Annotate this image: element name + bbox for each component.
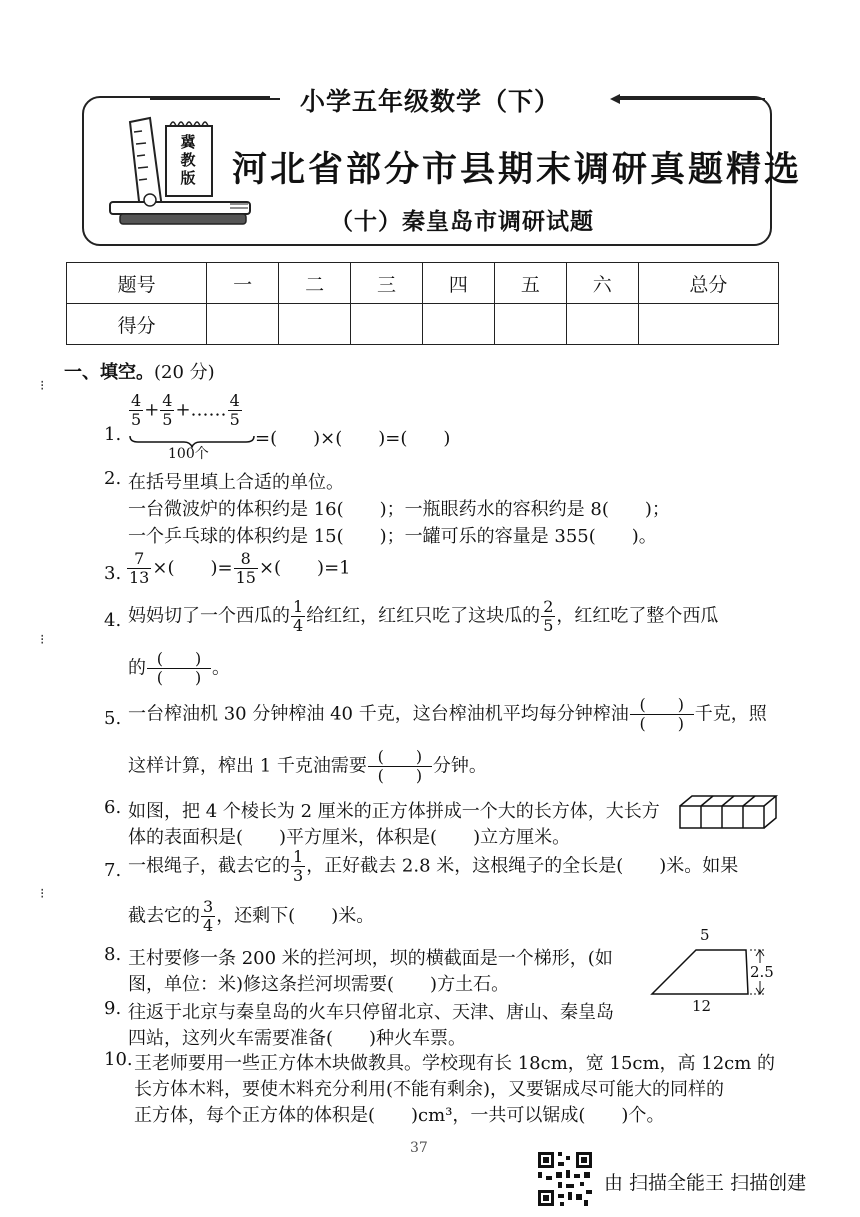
arrow-icon (610, 94, 620, 104)
q4-line2: 的 $\frac{( )}{( )}$ 。 (128, 649, 230, 687)
score-blank[interactable] (279, 304, 351, 345)
q10-number: 10. (104, 1049, 133, 1070)
trapezoid-bottom-label: 12 (692, 997, 712, 1015)
q5-line2: 这样计算，榨出 1 千克油需要 $\frac{( )}{( )}$ 分钟。 (128, 747, 487, 785)
trapezoid-height-label: 2.5 (750, 963, 774, 981)
cuboid-figure (678, 794, 780, 832)
q9-number: 9. (104, 998, 122, 1019)
scanner-credit: 由 扫描全能王 扫描创建 (604, 1172, 807, 1194)
score-blank[interactable] (207, 304, 279, 345)
score-cell: 五 (494, 263, 566, 304)
qr-code-icon[interactable] (536, 1150, 594, 1208)
margin-mark: ⁝ (40, 886, 45, 902)
q9-line1: 往返于北京与秦皇岛的火车只停留北京、天津、唐山、秦皇岛 (128, 1002, 614, 1023)
score-cell: 题号 (67, 263, 207, 304)
score-blank[interactable] (422, 304, 494, 345)
score-blank[interactable] (566, 304, 638, 345)
header-line-right (615, 98, 765, 100)
q6-line1: 如图，把 4 个棱长为 2 厘米的正方体拼成一个大的长方体，大长方 (128, 801, 660, 822)
score-cell: 四 (422, 263, 494, 304)
q7-line1: 一根绳子，截去它的 $\frac{1}{3}$ ，正好截去 2.8 米，这根绳子的全长是( )米。如果 (128, 847, 739, 885)
edition-label: 冀教版 (180, 133, 196, 187)
main-title: 河北省部分市县期末调研真题精选 (232, 149, 803, 190)
q2-line2: 一个乒乓球的体积约是 15( )；一罐可乐的容量是 355( )。 (128, 526, 657, 547)
margin-mark: ⁝ (40, 632, 45, 648)
q10-line3: 正方体，每个正方体的体积是( )cm³，一共可以锯成( )个。 (134, 1105, 665, 1126)
q2-line1: 一台微波炉的体积约是 16( )；一瓶眼药水的容积约是 8( )； (128, 499, 670, 520)
score-label: 得分 (67, 304, 207, 345)
q10-line2: 长方体木料，要使木料充分利用(不能有剩余)，又要锯成尽可能大的同样的 (134, 1079, 725, 1100)
q4-line1: 妈妈切了一个西瓜的 $\frac{1}{4}$ 给红红，红红只吃了这块瓜的 $\frac{2}{5}$ ，红红吃了整个西瓜 (128, 597, 719, 635)
q5-line1: 一台榨油机 30 分钟榨油 40 千克，这台榨油机平均每分钟榨油 $\frac{( )}{( )}$ 千克，照 (128, 695, 767, 733)
score-cell: 二 (279, 263, 351, 304)
sub-title: （十）秦皇岛市调研试题 (330, 209, 594, 235)
score-table (66, 262, 779, 345)
header-line-left (150, 98, 280, 100)
q3-expression: $\frac{7}{13}$ ×( )= $\frac{8}{15}$ ×( )=1 (129, 549, 351, 587)
q1-expression: =( )×( )=( ) (255, 428, 451, 449)
series-title: 小学五年级数学（下） (300, 87, 561, 116)
score-header-row (67, 263, 779, 304)
score-blank[interactable] (638, 304, 778, 345)
q6-number: 6. (104, 797, 122, 818)
q4-number: 4. (104, 610, 122, 631)
q2-number: 2. (104, 468, 122, 489)
q7-number: 7. (104, 860, 122, 881)
trapezoid-top-label: 5 (700, 926, 710, 944)
q8-number: 8. (104, 944, 122, 965)
q7-line2: 截去它的 $\frac{3}{4}$ ，还剩下( )米。 (128, 897, 375, 935)
q8-line1: 王村要修一条 200 米的拦河坝，坝的横截面是一个梯形，(如 (128, 948, 613, 969)
section-title: 一、填空。(20 分) (64, 362, 215, 383)
score-blank[interactable] (494, 304, 566, 345)
q6-line2: 体的表面积是( )平方厘米，体积是( )立方厘米。 (128, 827, 571, 848)
q2-stem: 在括号里填上合适的单位。 (128, 472, 344, 493)
q10-line1: 王老师要用一些正方体木块做教具。学校现有长 18cm，宽 15cm，高 12cm 的 (134, 1053, 776, 1074)
score-row (67, 304, 779, 345)
q9-line2: 四站，这列火车需要准备( )种火车票。 (128, 1028, 467, 1049)
score-cell: 六 (566, 263, 638, 304)
page-number: 37 (410, 1140, 428, 1156)
q1-number: 1. (104, 424, 122, 445)
q1-sum: $\frac{4}{5}$ + $\frac{4}{5}$ +…… $\frac{4}{5}$ (131, 391, 240, 429)
score-blank[interactable] (351, 304, 423, 345)
score-cell: 总分 (638, 263, 778, 304)
brace-label: 100个 (168, 446, 209, 462)
score-cell: 一 (207, 263, 279, 304)
q3-number: 3. (104, 563, 122, 584)
margin-mark: ⁝ (40, 378, 45, 394)
q5-number: 5. (104, 708, 122, 729)
score-cell: 三 (351, 263, 423, 304)
q8-line2: 图，单位：米)修这条拦河坝需要( )方土石。 (128, 974, 510, 995)
